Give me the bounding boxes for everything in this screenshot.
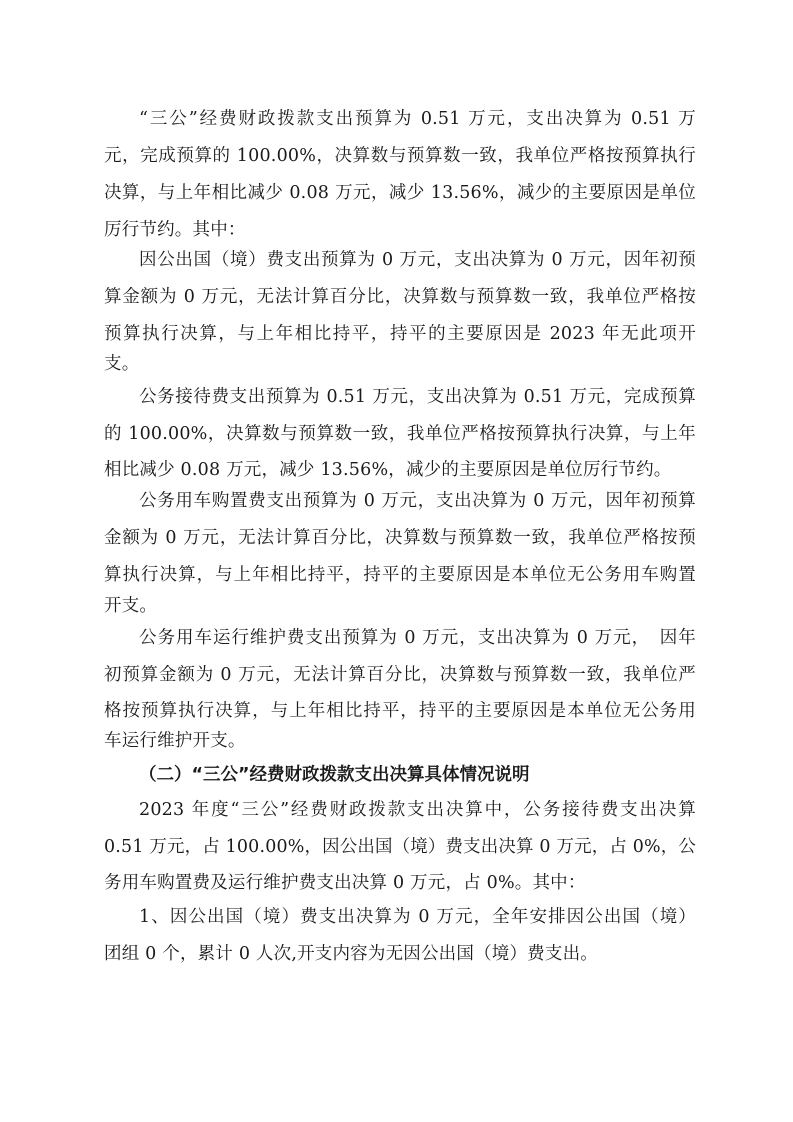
paragraph-2-line-1: 因公出国（境）费支出预算为 0 万元，支出决算为 0 万元，因年初预 — [139, 250, 696, 270]
paragraph-6-line-3: 务用车购置费及运行维护费支出决算 0 万元，占 0%。其中： — [104, 873, 586, 893]
paragraph-3-line-3: 相比减少 0.08 万元，减少 13.56%，减少的主要原因是单位厉行节约。 — [104, 460, 672, 480]
paragraph-1-line-4: 厉行节约。其中： — [104, 220, 246, 240]
paragraph-3-line-2: 的 100.00%，决算数与预算数一致，我单位严格按预算执行决算，与上年 — [104, 424, 696, 444]
paragraph-1-line-2: 元，完成预算的 100.00%，决算数与预算数一致，我单位严格按预算执行 — [104, 146, 696, 166]
paragraph-7-line-2: 团组 0 个，累计 0 人次,开支内容为无因公出国（境）费支出。 — [104, 944, 598, 964]
paragraph-2-line-3: 预算执行决算，与上年相比持平，持平的主要原因是 2023 年无此项开 — [104, 324, 696, 344]
paragraph-5-line-4: 车运行维护开支。 — [104, 731, 246, 751]
paragraph-5-line-1: 公务用车运行维护费支出预算为 0 万元，支出决算为 0 万元， 因年 — [139, 628, 696, 648]
paragraph-3-line-1: 公务接待费支出预算为 0.51 万元，支出决算为 0.51 万元，完成预算 — [139, 387, 696, 407]
paragraph-1-line-3: 决算，与上年相比减少 0.08 万元，减少 13.56%，减少的主要原因是单位 — [104, 183, 696, 203]
section-heading: （二）“三公”经费财政拨款支出决算具体情况说明 — [139, 765, 530, 785]
paragraph-5-line-3: 格按预算执行决算，与上年相比持平，持平的主要原因是本单位无公务用 — [104, 701, 696, 721]
paragraph-5-line-2: 初预算金额为 0 万元，无法计算百分比，决算数与预算数一致，我单位严 — [104, 665, 696, 685]
paragraph-6-line-2: 0.51 万元，占 100.00%，因公出国（境）费支出决算 0 万元，占 0%，公 — [104, 837, 697, 857]
paragraph-2-line-2: 算金额为 0 万元，无法计算百分比，决算数与预算数一致，我单位严格按 — [104, 287, 696, 307]
paragraph-6-line-1: 2023 年度“三公”经费财政拨款支出决算中，公务接待费支出决算 — [139, 800, 696, 820]
paragraph-4-line-2: 金额为 0 万元，无法计算百分比，决算数与预算数一致，我单位严格按预 — [104, 528, 696, 548]
paragraph-1-line-1: “三公”经费财政拨款支出预算为 0.51 万元，支出决算为 0.51 万 — [139, 109, 696, 129]
paragraph-4-line-4: 开支。 — [104, 596, 158, 616]
paragraph-4-line-3: 算执行决算，与上年相比持平，持平的主要原因是本单位无公务用车购置 — [104, 565, 696, 585]
paragraph-7-line-1: 1、因公出国（境）费支出决算为 0 万元，全年安排因公出国（境） — [139, 907, 696, 927]
paragraph-2-line-4: 支。 — [104, 354, 140, 374]
paragraph-4-line-1: 公务用车购置费支出预算为 0 万元，支出决算为 0 万元，因年初预算 — [139, 491, 696, 511]
